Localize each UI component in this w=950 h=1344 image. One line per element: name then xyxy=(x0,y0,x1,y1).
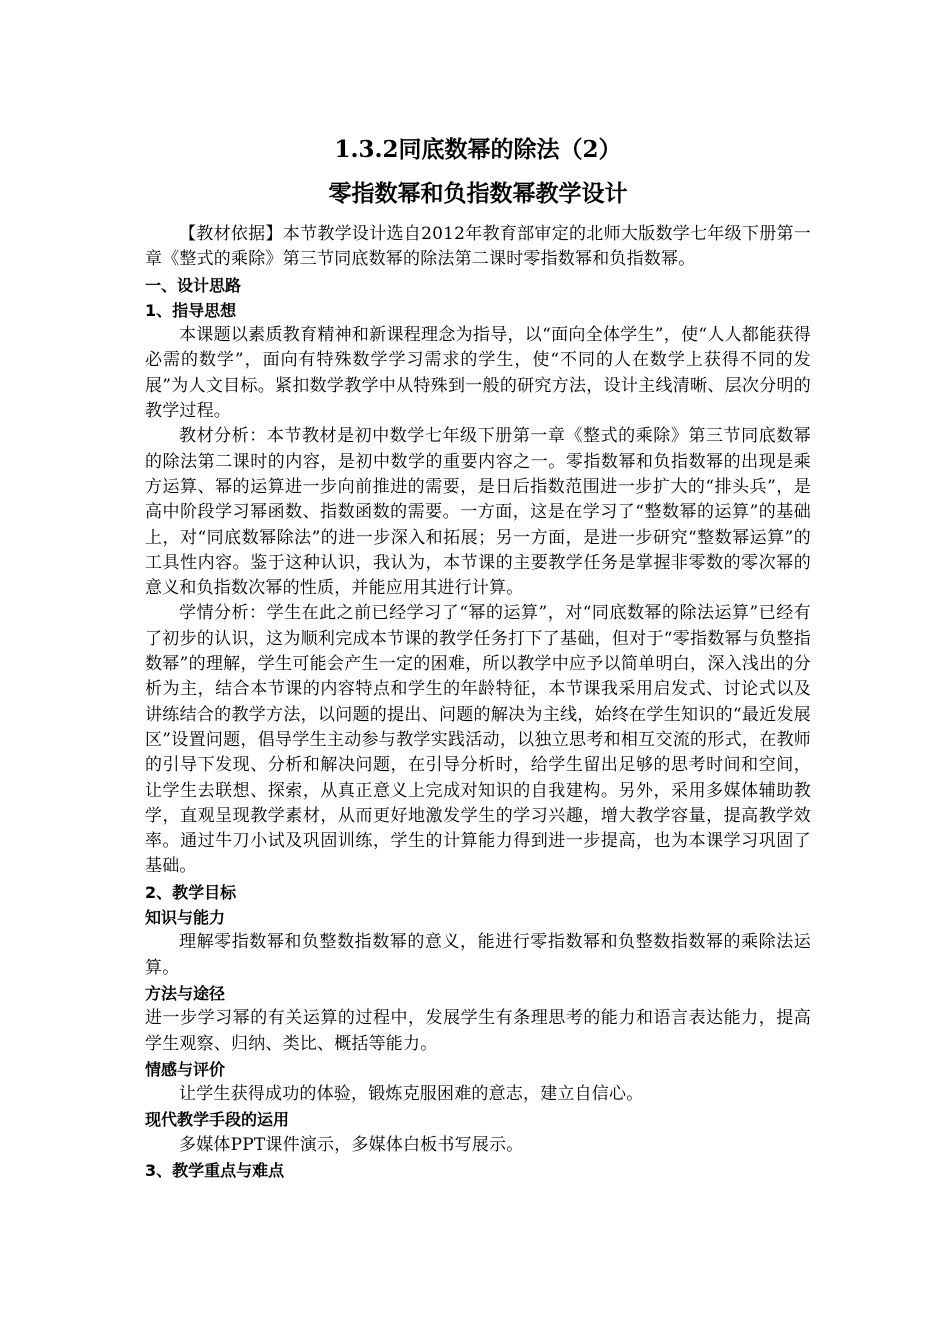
title-block xyxy=(145,128,811,216)
goal-heading-emotion: 情感与评价 xyxy=(145,1059,226,1079)
goal-heading-method: 方法与途径 xyxy=(145,983,226,1003)
subsection-heading-teaching-goals: 2、教学目标 xyxy=(145,882,237,902)
goal-text-modern-tools: 多媒体PPT课件演示，多媒体白板书写展示。 xyxy=(179,1134,524,1155)
goal-heading-modern-tools: 现代教学手段的运用 xyxy=(145,1110,290,1130)
guiding-thought-paragraph: 本课题以素质教育精神和新课程理念为指导，以“面向全体学生”，使“人人都能获得必需的数学”，面向有特殊数学学习需求的学生，使“不同的人在数学上获得不同的发展”为人文目标。紧扣数学教学中从特殊到一般的研究方法，设计主线清晰、层次分明的教学过程。 xyxy=(145,325,811,422)
goal-heading-knowledge: 知识与能力 xyxy=(145,908,226,928)
textbook-basis-paragraph: 【教材依据】本节教学设计选自2012年教育部审定的北师大版数学七年级下册第一章《整式的乘除》第三节同底数幂的除法第二课时零指数幂和负指数幂。 xyxy=(145,224,811,270)
textbook-analysis-paragraph: 教材分析：本节教材是初中数学七年级下册第一章《整式的乘除》第三节同底数幂的除法第二课时的内容，是初中数学的重要内容之一。零指数幂和负指数幂的出现是乘方运算、幂的运算进一步向前推进的需要，是日后指数范围进一步扩大的“排头兵”，是高中阶段学习幂函数、指数函数的需要。一方面，这是在学习了“整数幂的运算”的基础上，对“同底数幂除法”的进一步深入和拓展；另一方面，是进一步研究“整数幂运算”的工具性内容。鉴于这种认识，我认为，本节课的主要教学任务是掌握非零数的零次幂的意义和负指数次幂的性质，并能应用其进行计算。 xyxy=(145,426,811,599)
document-subtitle: 零指数幂和负指数幂教学设计 xyxy=(328,180,628,207)
document-page xyxy=(145,128,811,1183)
goal-text-method: 进一步学习幂的有关运算的过程中，发展学生有条理思考的能力和语言表达能力，提高学生观察、归纳、类比、概括等能力。 xyxy=(145,1008,811,1054)
student-analysis-paragraph: 学情分析：学生在此之前已经学习了“幂的运算”，对“同底数幂的除法运算”已经有了初步的认识，这为顺利完成本节课的教学任务打下了基础，但对于“零指数幂与负整指数幂”的理解，学生可能会产生一定的困难，所以教学中应予以简单明白，深入浅出的分析为主，结合本节课的内容特点和学生的年龄特征，本节课我采用启发式、讨论式以及讲练结合的教学方法，以问题的提出、问题的解决为主线，始终在学生知识的“最近发展区”设置问题，倡导学生主动参与教学实践活动，以独立思考和相互交流的形式，在教师的引导下发现、分析和解决问题，在引导分析时，给学生留出足够的思考时间和空间，让学生去联想、探索，从真正意义上完成对知识的自我建构。另外，采用多媒体辅助教学，直观呈现教学素材，从而更好地激发学生的学习兴趣，增大教学容量，提高教学效率。通过牛刀小试及巩固训练，学生的计算能力得到进一步提高，也为本课学习巩固了基础。 xyxy=(145,603,811,877)
document-title: 1.3.2同底数幂的除法（2） xyxy=(334,136,622,163)
goal-text-knowledge: 理解零指数幂和负整数指数幂的意义，能进行零指数幂和负整数指数幂的乘除法运算。 xyxy=(145,932,811,978)
section-heading-design-idea: 一、设计思路 xyxy=(145,275,242,295)
subsection-heading-key-points: 3、教学重点与难点 xyxy=(145,1160,285,1180)
goal-text-emotion: 让学生获得成功的体验，锻炼克服困难的意志，建立自信心。 xyxy=(179,1084,644,1105)
subsection-heading-guiding-thought: 1、指导思想 xyxy=(145,300,237,320)
